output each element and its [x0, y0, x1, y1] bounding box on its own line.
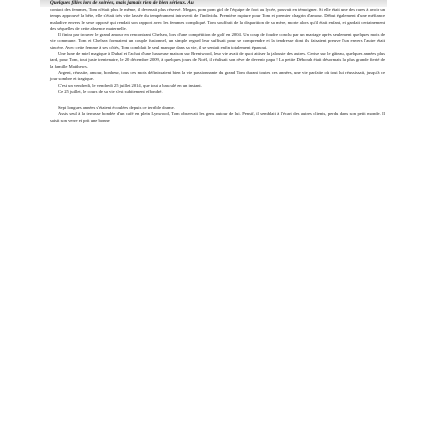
section-gap	[50, 95, 385, 105]
paragraph-4: Argent, réussite, amour, bonheur, tous ces mots définissaient bien la vie passionnante du grand Tom durant toutes ces années, une vie parfaite où tout lui réussissait, jusqu'à ce jour sombre et tragique.	[50, 69, 385, 82]
paragraph-3: Une lune de miel magique à Dubaï et l'achat d'une luxueuse maison sur Brentwood, leur vie avait de quoi attiser la jalousie des autres. Cerise sur le gâteau, quelques années plus tard, pour Tom, tout juste trentenaire, le 20 décembre 2009, à quelques jours de Noël, il réalisait son rêve de devenir papa ! La petite Déborah était désormais la plus grande fierté de la famille Matthews.	[50, 51, 385, 69]
paragraph-5: C'est un vendredi, le vendredi 25 juillet 2014, que tout a basculé en un instant.	[58, 82, 202, 88]
paragraph-6: Ce 25 juillet, le cours de sa vie s'est subitement effondré.	[58, 88, 163, 94]
paragraph-2: Il finira par trouver le grand amour en rencontrant Chelsea, lors d'une compétition de golf en 2004. Un coup de foudre conclu par un mariage après seulement quelques mois de vie commune. Tom et Chelsea formaient un couple fusionnel, un simple regard leur suffisait pour se comprendre et la tendresse dont ils faisaient preuve l'un envers l'autre était sincère. Avec cette femme à ses côtés, Tom comblait le seul manque dans sa vie, il se sentait enfin totalement épanoui.	[50, 32, 385, 50]
paragraph-1: contact des femmes, Tom n'était plus le même, il devenait plus réservé. Megan, pom pom girl de l'équipe de foot au lycée, pouvait en témoigner. Si elle était une des rares à avoir un temps approuvé la bête, elle s'était très vite lassée du tempérament introverti de l'individu. Première rupture pour Tom et premier chagrin d'amour. Début également d'une méfiance maladive envers le sexe opposé qui rendait son rapport avec les femmes compliqué. Tom souffrait de la disparition de sa mère, morte alors qu'il était enfant, et gardait certainement des séquelles de cette absence maternelle.	[50, 7, 385, 31]
header-line: Quelques filles lors de soirées, mais jamais rien de bien sérieux. Au	[40, 0, 387, 7]
paragraph-8: Assis seul à la terrasse bondée d'un café en plein Lynwood, Tom observait les gens autour de lui. Pensif, il semblait à l'écart des autres clients, perdu dans son petit monde. Il saisit son verre et prit une bonne	[50, 111, 385, 123]
paragraph-7: Sept longues années s'étaient écoulées depuis ce terrible drame.	[58, 105, 175, 111]
